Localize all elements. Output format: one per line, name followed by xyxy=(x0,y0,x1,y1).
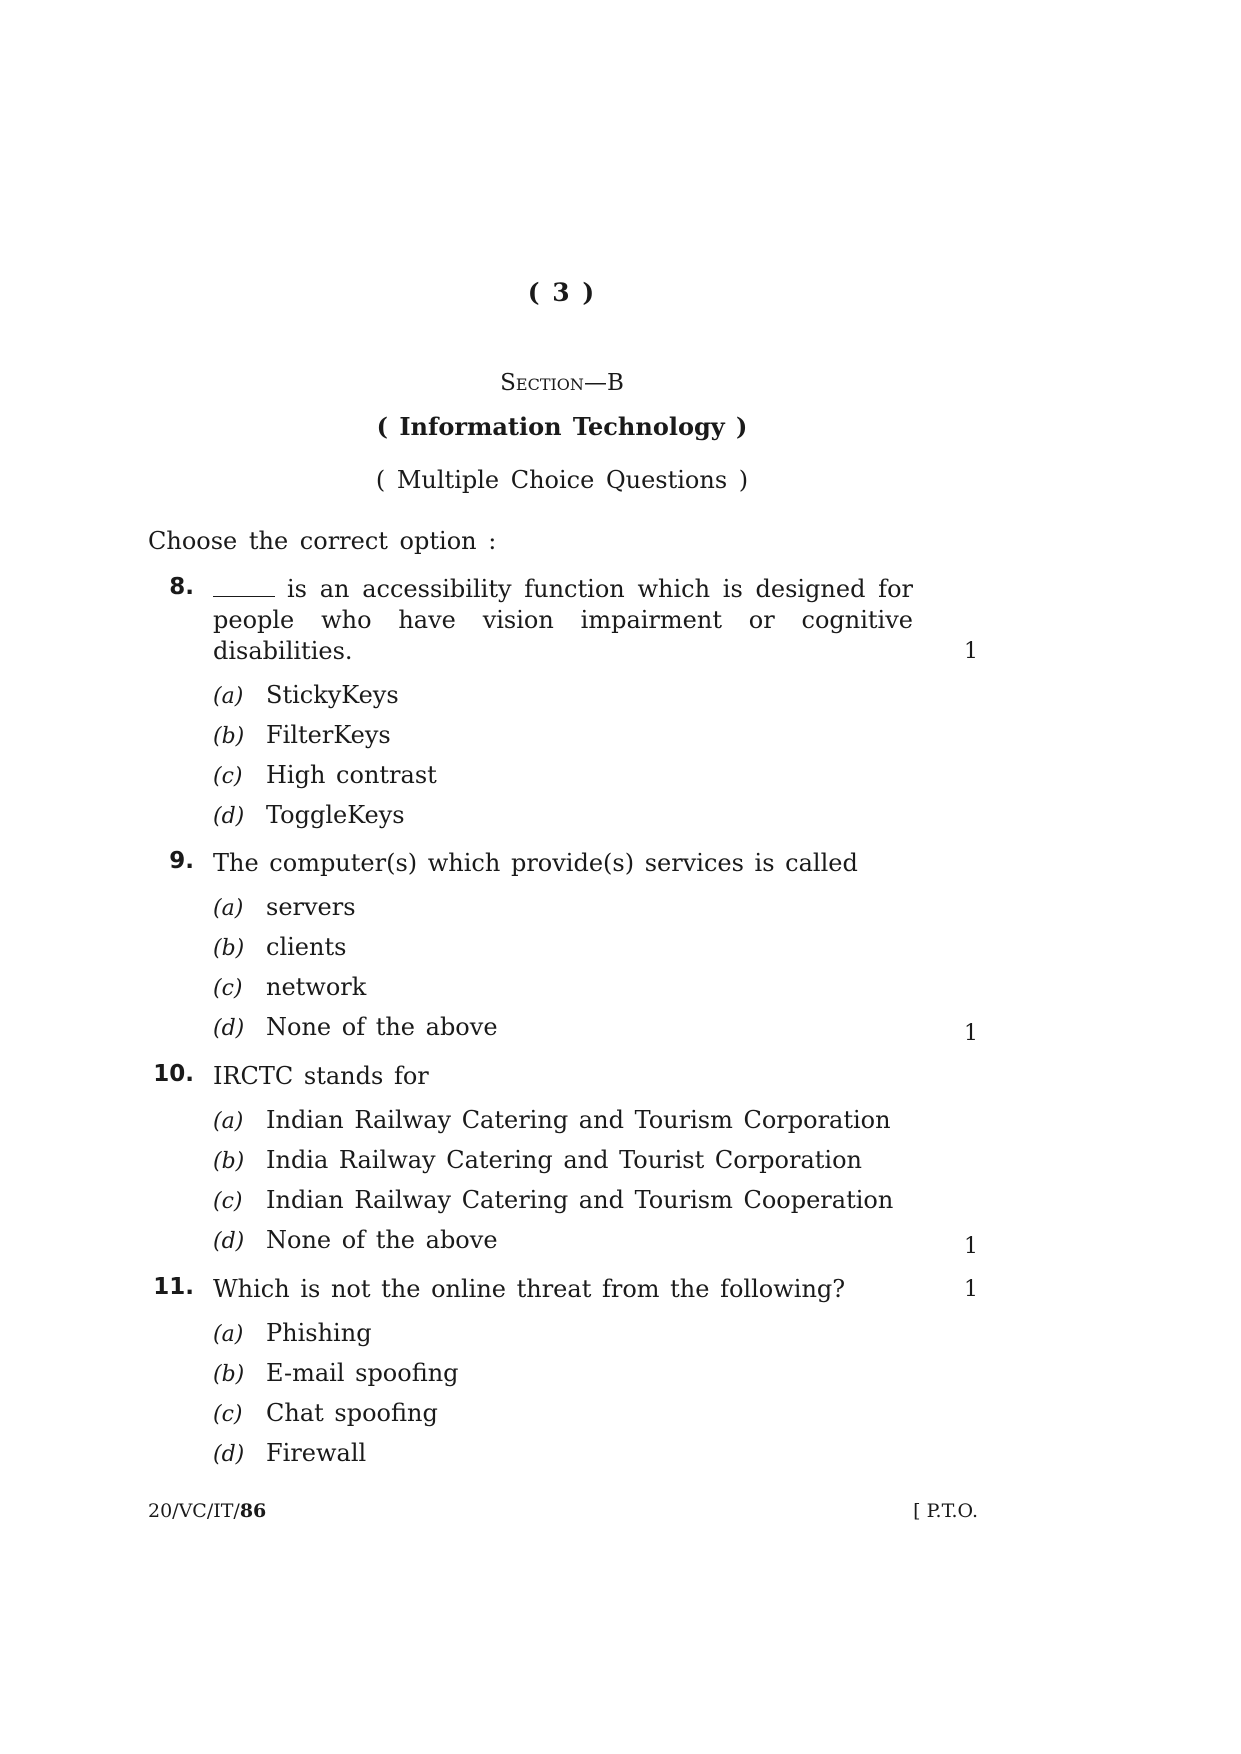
option-label: (d) xyxy=(213,1229,245,1254)
option-text: Firewall xyxy=(266,1439,367,1467)
option-label: (c) xyxy=(213,1402,243,1427)
option-text: India Railway Catering and Tourist Corporation xyxy=(266,1146,863,1174)
option-d xyxy=(213,1433,978,1473)
option-label: (a) xyxy=(213,1109,244,1134)
option-d xyxy=(213,795,978,835)
pto-note: [ P.T.O. xyxy=(913,1500,978,1522)
section-title xyxy=(0,370,1124,396)
option-text: network xyxy=(266,973,367,1001)
option-label: (b) xyxy=(213,936,245,961)
question-marks: 1 xyxy=(964,639,978,664)
option-c xyxy=(213,1180,978,1220)
option-d xyxy=(213,1007,978,1047)
option-label: (b) xyxy=(213,724,245,749)
question-marks: 1 xyxy=(964,1277,978,1302)
option-label: (a) xyxy=(213,684,244,709)
question-11 xyxy=(148,1274,978,1473)
question-10 xyxy=(148,1061,978,1260)
option-c xyxy=(213,1393,978,1433)
option-text: StickyKeys xyxy=(266,681,399,709)
instruction-text: Choose the correct option : xyxy=(148,527,497,555)
option-label: (c) xyxy=(213,976,243,1001)
question-text xyxy=(213,574,913,667)
section-letter: —B xyxy=(583,370,624,396)
question-10-text: IRCTC stands for xyxy=(213,1062,429,1090)
option-b xyxy=(213,1140,978,1180)
option-text: High contrast xyxy=(266,761,437,789)
section-prefix: Section xyxy=(500,370,584,396)
paper-code xyxy=(148,1500,266,1522)
question-8 xyxy=(148,574,978,835)
option-c xyxy=(213,967,978,1007)
option-text: ToggleKeys xyxy=(266,801,405,829)
option-a xyxy=(213,675,978,715)
option-label: (a) xyxy=(213,896,244,921)
question-number: 10. xyxy=(153,1061,194,1087)
question-number: 9. xyxy=(169,848,194,874)
option-label: (b) xyxy=(213,1362,245,1387)
option-text: E-mail spoofing xyxy=(266,1359,459,1387)
option-label: (d) xyxy=(213,804,245,829)
option-label: (c) xyxy=(213,1189,243,1214)
question-number: 11. xyxy=(153,1274,194,1300)
paper-code-prefix: 20/VC/IT/ xyxy=(148,1500,240,1522)
question-8-text: is an accessibility function which is designed for people who have vision impairment or cognitive disabilities. xyxy=(213,575,913,665)
option-a xyxy=(213,1100,978,1140)
option-text: None of the above xyxy=(266,1226,498,1254)
option-c xyxy=(213,755,978,795)
option-text: clients xyxy=(266,933,347,961)
question-11-text: Which is not the online threat from the following? xyxy=(213,1275,846,1303)
option-b xyxy=(213,927,978,967)
question-marks: 1 xyxy=(964,1234,978,1259)
paper-code-number: 86 xyxy=(239,1500,267,1522)
option-text: Indian Railway Catering and Tourism Cooperation xyxy=(266,1186,894,1214)
fill-in-blank xyxy=(213,576,275,597)
option-label: (c) xyxy=(213,764,243,789)
subject-heading: ( Information Technology ) xyxy=(376,412,748,441)
option-text: FilterKeys xyxy=(266,721,391,749)
option-a xyxy=(213,887,978,927)
question-type-heading: ( Multiple Choice Questions ) xyxy=(375,466,749,494)
option-text: None of the above xyxy=(266,1013,498,1041)
option-label: (d) xyxy=(213,1442,245,1467)
question-9-text: The computer(s) which provide(s) services is called xyxy=(213,849,858,877)
option-text: Phishing xyxy=(266,1319,372,1347)
option-a xyxy=(213,1313,978,1353)
option-text: Chat spoofing xyxy=(266,1399,438,1427)
option-b xyxy=(213,1353,978,1393)
option-d xyxy=(213,1220,978,1260)
option-text: Indian Railway Catering and Tourism Corporation xyxy=(266,1106,891,1134)
option-b xyxy=(213,715,978,755)
question-marks: 1 xyxy=(964,1021,978,1046)
question-number: 8. xyxy=(169,574,194,600)
option-label: (d) xyxy=(213,1016,245,1041)
page-number: ( 3 ) xyxy=(527,278,597,307)
option-label: (b) xyxy=(213,1149,245,1174)
option-label: (a) xyxy=(213,1322,244,1347)
question-9 xyxy=(148,848,978,1047)
option-text: servers xyxy=(266,893,356,921)
